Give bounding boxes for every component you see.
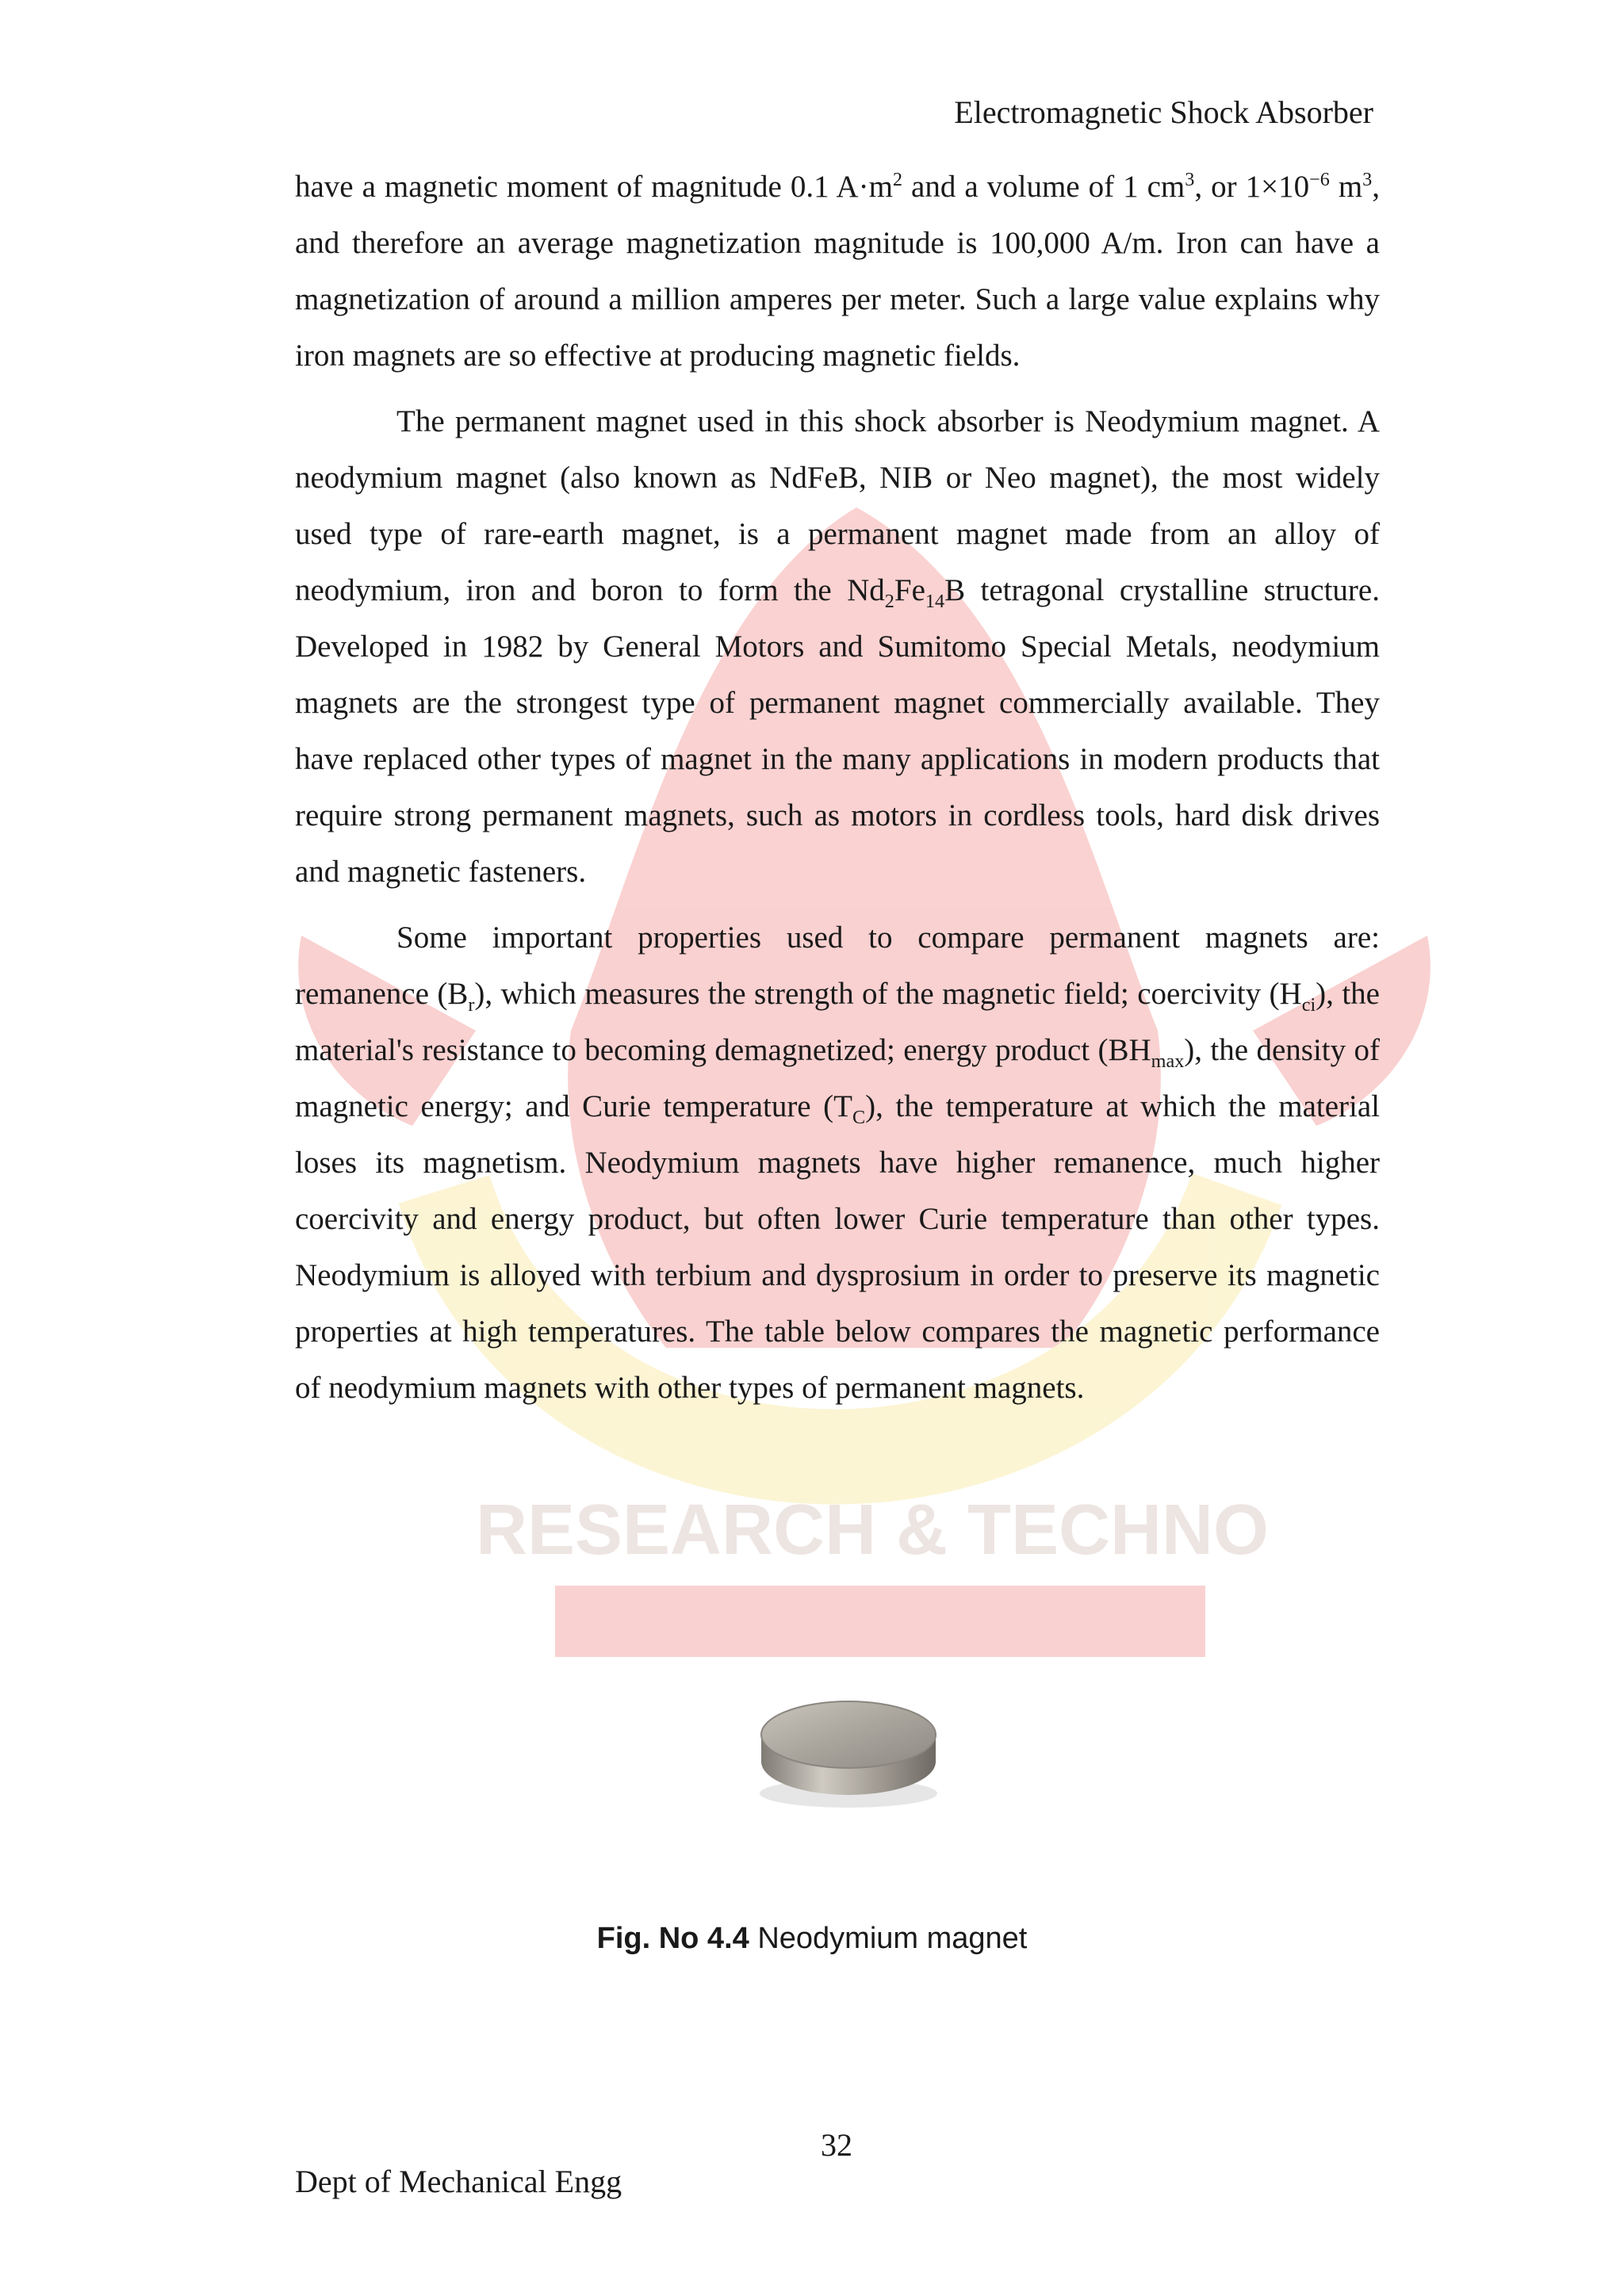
watermark-arc-text: RESEARCH & TECHNO [475,1490,1270,1570]
figure-caption-label: Fig. No 4.4 [596,1922,749,1955]
body-text [295,159,1380,1416]
figure-caption-text: Neodymium magnet [749,1922,1028,1955]
paragraph-magnetization: have a magnetic moment of magnitude 0.1 $A\cdot m^2$ and a volume of 1 $cm^3$, or $1\times 10^{-6}$ $m^3$, and therefore an average magnetization magnitude is 100,000 A/m. Iron can have a magnetization of around a million amperes per meter. Such a large value explains why iron magnets are so effective at producing magnetic fields. [295,169,1381,373]
footer-department: Dept of Mechanical Engg [295,2164,622,2199]
paragraph-neodymium-magnet: The permanent magnet used in this shock absorber is Neodymium magnet. A neodymium magnet (also known as NdFeB, NIB or Neo magnet), the most widely used type of rare-earth magnet, is a permanent magnet made from an alloy of neodymium, iron and boron to form the $Nd_2Fe_{14}B$ tetragonal crystalline structure. Developed in 1982 by General Motors and Sumitomo Special Metals, neodymium magnets are the strongest type of permanent magnet commercially available. They have replaced other types of magnet in the many applications in modern products that require strong permanent magnets, such as motors in cordless tools, hard disk drives and magnetic fasteners. [295,404,1380,889]
paragraph-magnet-properties: Some important properties used to compare permanent magnets are: remanence $(B_r)$, which measures the strength of the magnetic field; coercivity $(H_{ci})$, the material's resistance to becoming demagnetized; energy product $(BH_{max})$, the density of magnetic energy; and Curie temperature $(T_C)$, the temperature at which the material loses its magnetism. Neodymium magnets have higher remanence, much higher coercivity and energy product, but often lower Curie temperature than other types. Neodymium is alloyed with terbium and dysprosium in order to preserve its magnetic properties at high temperatures. The table below compares the magnetic performance of neodymium magnets with other types of permanent magnets. [295,920,1380,1405]
running-header: Electromagnetic Shock Absorber [954,94,1373,130]
figure-caption [0,1922,1624,1956]
neodymium-magnet-image [745,1689,952,1816]
page-number: 32 [821,2127,852,2163]
